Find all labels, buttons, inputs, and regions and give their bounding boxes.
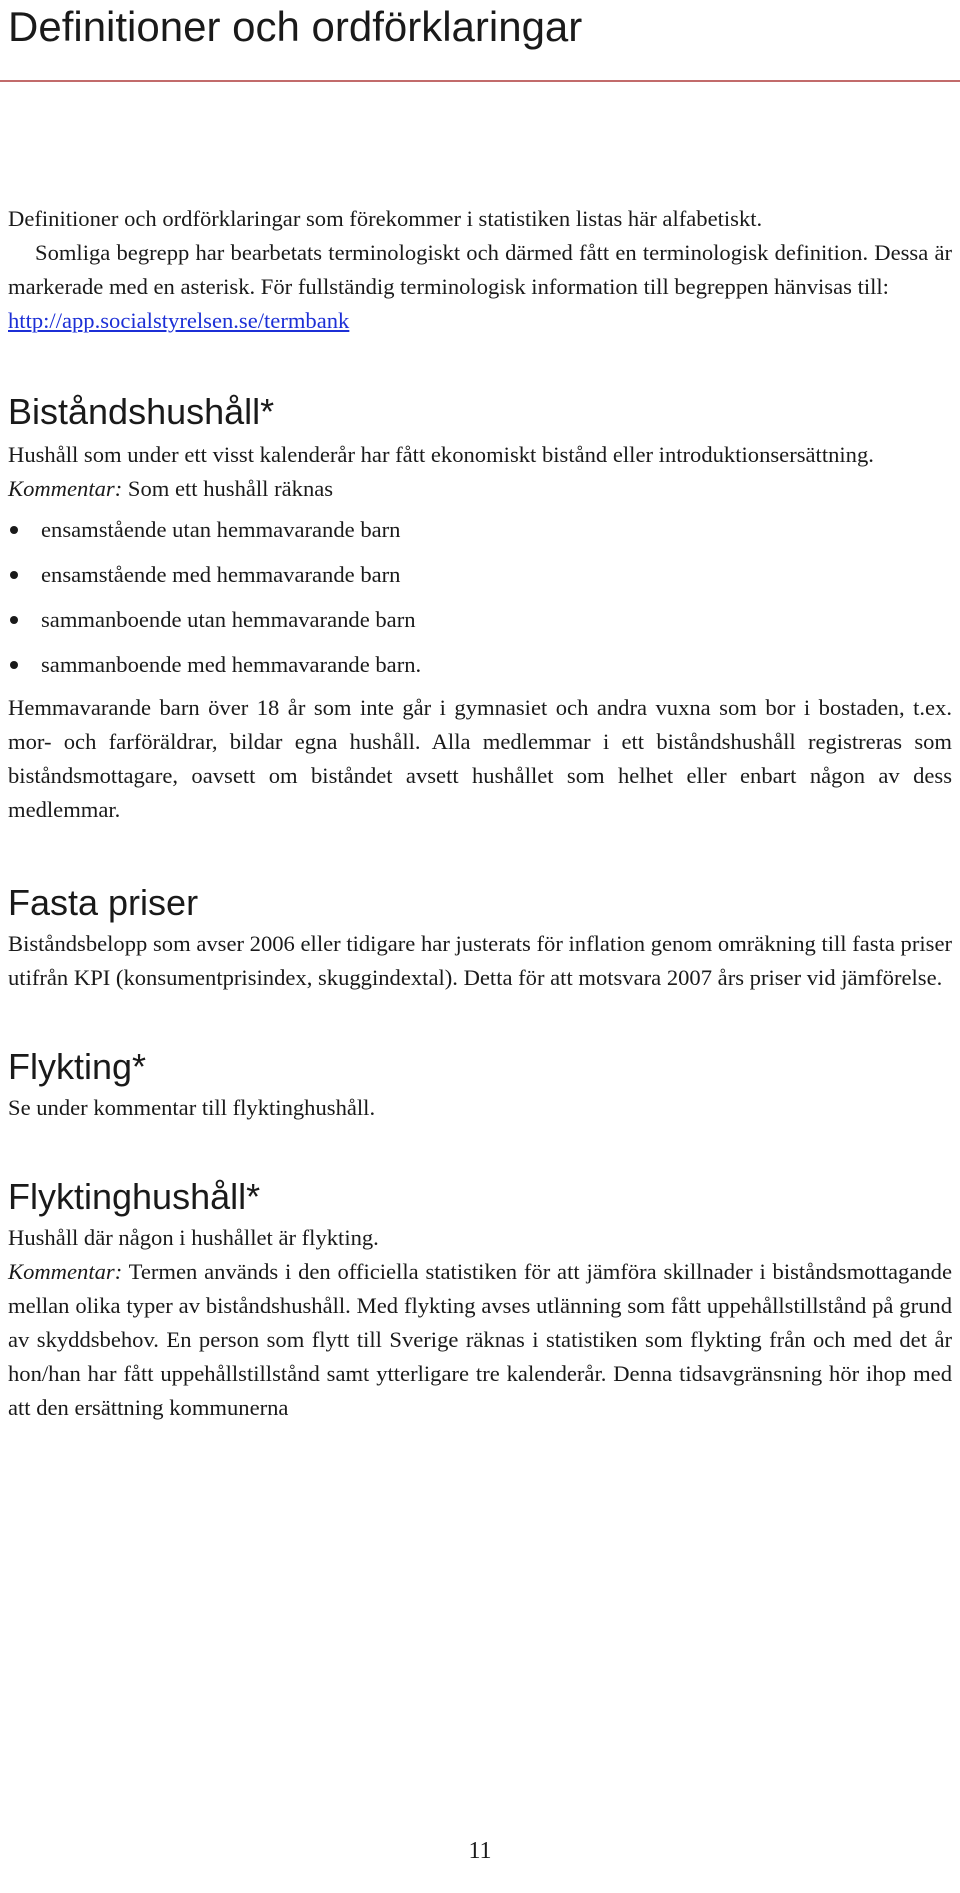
bullet-icon — [10, 571, 18, 579]
intro-asterisk-text: Somliga begrepp har bearbetats terminologiskt och därmed fått en terminologisk definition. Dessa är markerade med en asterisk. För fullständig terminologisk information till begreppen hänvisas till: — [8, 240, 952, 299]
list-item-text: sammanboende utan hemmavarande barn — [41, 607, 416, 632]
definition-flyktinghushall: Hushåll där någon i hushållet är flykting. — [8, 1225, 379, 1250]
list-item — [8, 507, 952, 552]
bullet-icon — [10, 616, 18, 624]
definition-flykting: Se under kommentar till flyktinghushåll. — [8, 1095, 376, 1120]
definition-fasta-priser: Biståndsbelopp som avser 2006 eller tidigare har justerats för inflation genom omräkning till fasta priser utifrån KPI (konsumentprisindex, skuggindextal). Detta för att motsvara 2007 års priser vid jämförelse. — [8, 931, 952, 990]
intro-link-line — [8, 304, 952, 338]
list-item — [8, 552, 952, 597]
intro-paragraph: Definitioner och ordförklaringar som förekommer i statistiken listas här alfabetiskt. — [8, 206, 763, 231]
page-title: Definitioner och ordförklaringar — [8, 3, 583, 50]
intro-asterisk-paragraph — [8, 236, 952, 304]
comment-intro: Som ett hushåll räknas — [127, 476, 334, 501]
comment-flyktinghushall — [8, 1255, 952, 1425]
list-item-text: ensamstående med hemmavarande barn — [41, 562, 401, 587]
household-type-list — [8, 507, 952, 687]
comment-label: Kommentar: — [8, 1259, 123, 1284]
page-number: 11 — [468, 1838, 492, 1864]
document-body — [8, 202, 952, 1425]
title-divider — [0, 80, 960, 82]
bullet-icon — [10, 661, 18, 669]
heading-flyktinghushall: Flyktinghushåll* — [8, 1176, 261, 1217]
heading-fasta-priser: Fasta priser — [8, 882, 199, 923]
comment-label: Kommentar: — [8, 476, 123, 501]
termbank-link[interactable]: http://app.socialstyrelsen.se/termbank — [8, 308, 350, 333]
list-item-text: ensamstående utan hemmavarande barn — [41, 517, 401, 542]
heading-flykting: Flykting* — [8, 1046, 147, 1087]
list-item — [8, 642, 952, 687]
bullet-icon — [10, 526, 18, 534]
definition-bistandshushall: Hushåll som under ett visst kalenderår har fått ekonomiskt bistånd eller introduktionsersättning. — [8, 442, 874, 467]
comment-bistandshushall — [8, 472, 952, 506]
comment-text: Termen används i den officiella statistiken för att jämföra skillnader i biståndsmottagande mellan olika typer av biståndshushåll. Med flykting avses utlänning som fått uppehållstillstånd på grund av skyddsbehov. En person som flytt till Sverige räknas i statistiken som flykting från och med det år hon/han har fått uppehållstillstånd samt ytterligare tre kalenderår. Denna tidsavgränsning hör ihop med att den ersättning kommunerna — [8, 1259, 952, 1420]
list-item-text: sammanboende med hemmavarande barn. — [41, 652, 422, 677]
heading-bistandshushall: Biståndshushåll* — [8, 391, 275, 432]
closing-bistandshushall: Hemmavarande barn över 18 år som inte går i gymnasiet och andra vuxna som bor i bostaden, t.ex. mor- och farföräldrar, bildar egna hushåll. Alla medlemmar i ett biståndshushåll registreras som biståndsmottagare, oavsett om biståndet avsett hushållet som helhet eller enbart någon av dess medlemmar. — [8, 695, 952, 822]
list-item — [8, 597, 952, 642]
